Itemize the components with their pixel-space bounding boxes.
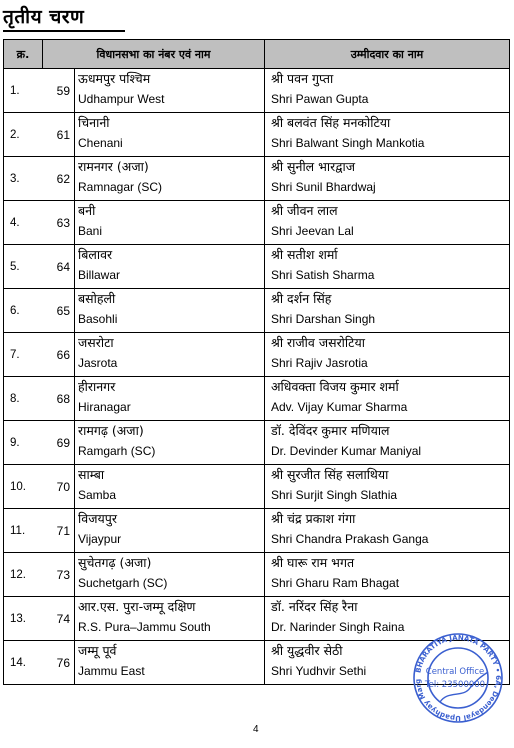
constituency-number: 73 — [43, 553, 75, 597]
constituency-cell — [75, 553, 265, 597]
row-serial: 1. — [4, 69, 43, 113]
constituency-name-english: Samba — [78, 488, 117, 502]
candidate-cell — [265, 509, 510, 553]
constituency-number: 64 — [43, 245, 75, 289]
constituency-cell — [75, 333, 265, 377]
candidate-cell — [265, 157, 510, 201]
table-row — [4, 157, 510, 201]
candidate-cell — [265, 245, 510, 289]
constituency-name-hindi: आर.एस. पुरा-जम्मू दक्षिण — [78, 599, 196, 614]
constituency-name-hindi: बिलावर — [78, 247, 113, 262]
table-row — [4, 201, 510, 245]
candidate-cell — [265, 553, 510, 597]
table-row — [4, 69, 510, 113]
candidate-name-english: Shri Jeevan Lal — [271, 224, 354, 238]
constituency-name-english: Billawar — [78, 268, 121, 282]
row-serial: 6. — [4, 289, 43, 333]
constituency-name-english: Jammu East — [78, 664, 145, 678]
constituency-name-hindi: हीरानगर — [78, 379, 116, 394]
row-serial: 13. — [4, 597, 43, 641]
table-header-row — [4, 40, 510, 69]
candidate-name-hindi: डॉ. देविंदर कुमार मणियाल — [271, 423, 390, 438]
constituency-name-english: Ramnagar (SC) — [78, 180, 163, 194]
constituency-name-hindi: साम्बा — [78, 467, 105, 482]
candidate-name-hindi: श्री जीवन लाल — [271, 203, 338, 218]
table-row — [4, 245, 510, 289]
row-serial: 8. — [4, 377, 43, 421]
constituency-cell — [75, 421, 265, 465]
candidate-cell — [265, 113, 510, 157]
seal-phone-text: Tel: 23500000 — [424, 680, 486, 690]
candidate-name-hindi: श्री सतीश शर्मा — [271, 247, 338, 262]
constituency-number: 59 — [43, 69, 75, 113]
constituency-number: 69 — [43, 421, 75, 465]
candidate-cell — [265, 69, 510, 113]
constituency-number: 76 — [43, 641, 75, 685]
constituency-name-english: Udhampur West — [78, 92, 165, 106]
candidate-name-hindi: श्री सुरजीत सिंह सलाथिया — [271, 467, 389, 482]
table-row — [4, 333, 510, 377]
header-sno: क्र. — [4, 40, 43, 69]
constituency-cell — [75, 289, 265, 333]
candidate-name-english: Shri Rajiv Jasrotia — [271, 356, 368, 370]
constituency-name-english: Bani — [78, 224, 103, 238]
constituency-name-hindi: रामगढ़ (अजा) — [78, 423, 144, 438]
constituency-name-hindi: ऊधमपुर पश्चिम — [78, 71, 151, 86]
constituency-number: 68 — [43, 377, 75, 421]
candidate-cell — [265, 289, 510, 333]
constituency-cell — [75, 597, 265, 641]
heading-underline — [3, 30, 125, 32]
table-row — [4, 113, 510, 157]
candidate-cell — [265, 465, 510, 509]
candidate-name-hindi: अधिवक्ता विजय कुमार शर्मा — [271, 379, 399, 394]
row-serial: 12. — [4, 553, 43, 597]
candidate-cell — [265, 201, 510, 245]
candidate-name-hindi: श्री दर्शन सिंह — [271, 291, 332, 306]
candidate-name-english: Adv. Vijay Kumar Sharma — [271, 400, 408, 414]
constituency-name-english: Jasrota — [78, 356, 118, 370]
header-candidate: उम्मीदवार का नाम — [265, 40, 510, 69]
candidate-name-hindi: श्री बलवंत सिंह मनकोटिया — [271, 115, 391, 130]
candidate-name-english: Shri Satish Sharma — [271, 268, 375, 282]
constituency-cell — [75, 641, 265, 685]
table-row — [4, 553, 510, 597]
svg-text:BHARATIYA JANATA PARTY • 6A, D: BHARATIYA JANATA PARTY • 6A, Deendayal Upadhyay Marg — [413, 633, 503, 723]
constituency-name-hindi: जसरोटा — [78, 335, 114, 350]
row-serial: 4. — [4, 201, 43, 245]
candidate-name-english: Shri Balwant Singh Mankotia — [271, 136, 425, 150]
constituency-cell — [75, 245, 265, 289]
constituency-number: 66 — [43, 333, 75, 377]
table-row — [4, 289, 510, 333]
row-serial: 14. — [4, 641, 43, 685]
candidate-name-english: Dr. Narinder Singh Raina — [271, 620, 405, 634]
table-row — [4, 509, 510, 553]
constituency-cell — [75, 377, 265, 421]
constituency-name-hindi: विजयपुर — [78, 511, 117, 526]
candidate-cell — [265, 377, 510, 421]
constituency-cell — [75, 201, 265, 245]
constituency-name-english: Hiranagar — [78, 400, 131, 414]
seal-office-text: Central Office — [425, 667, 485, 677]
candidate-table — [3, 39, 510, 685]
header-constituency: विधानसभा का नंबर एवं नाम — [43, 40, 265, 69]
candidate-name-hindi: श्री पवन गुप्ता — [271, 71, 334, 86]
candidate-name-hindi: डॉ. नरिंदर सिंह रैना — [271, 599, 358, 614]
constituency-name-english: R.S. Pura–Jammu South — [78, 620, 211, 634]
constituency-name-hindi: चिनानी — [78, 115, 110, 130]
constituency-cell — [75, 465, 265, 509]
constituency-name-english: Chenani — [78, 136, 123, 150]
row-serial: 5. — [4, 245, 43, 289]
table-row — [4, 377, 510, 421]
constituency-number: 70 — [43, 465, 75, 509]
constituency-number: 61 — [43, 113, 75, 157]
constituency-number: 65 — [43, 289, 75, 333]
table-row — [4, 465, 510, 509]
constituency-name-hindi: बसोहली — [78, 291, 116, 306]
table-body — [4, 69, 510, 685]
constituency-name-hindi: बनी — [78, 203, 96, 218]
row-serial: 2. — [4, 113, 43, 157]
candidate-cell — [265, 421, 510, 465]
candidate-cell — [265, 333, 510, 377]
constituency-name-english: Suchetgarh (SC) — [78, 576, 168, 590]
constituency-name-english: Basohli — [78, 312, 118, 326]
constituency-name-english: Ramgarh (SC) — [78, 444, 156, 458]
constituency-number: 63 — [43, 201, 75, 245]
constituency-number: 74 — [43, 597, 75, 641]
constituency-name-hindi: रामनगर (अजा) — [78, 159, 149, 174]
row-serial: 3. — [4, 157, 43, 201]
candidate-name-hindi: श्री घारू राम भगत — [271, 555, 355, 570]
candidate-name-hindi: श्री सुनील भारद्वाज — [271, 159, 355, 174]
constituency-name-hindi: जम्मू पूर्व — [78, 643, 117, 658]
candidate-name-hindi: श्री चंद्र प्रकाश गंगा — [271, 511, 356, 526]
row-serial: 9. — [4, 421, 43, 465]
row-serial: 11. — [4, 509, 43, 553]
section-heading: तृतीय चरण — [3, 6, 85, 28]
table-row — [4, 421, 510, 465]
constituency-number: 71 — [43, 509, 75, 553]
candidate-name-english: Shri Pawan Gupta — [271, 92, 369, 106]
constituency-cell — [75, 69, 265, 113]
constituency-name-hindi: सुचेतगढ़ (अजा) — [78, 555, 152, 570]
constituency-name-english: Vijaypur — [78, 532, 122, 546]
candidate-name-hindi: श्री राजीव जसरोटिया — [271, 335, 365, 350]
row-serial: 10. — [4, 465, 43, 509]
candidate-name-english: Dr. Devinder Kumar Maniyal — [271, 444, 422, 458]
constituency-number: 62 — [43, 157, 75, 201]
constituency-cell — [75, 509, 265, 553]
candidate-name-english: Shri Gharu Ram Bhagat — [271, 576, 400, 590]
candidate-name-english: Shri Surjit Singh Slathia — [271, 488, 398, 502]
constituency-cell — [75, 157, 265, 201]
candidate-name-english: Shri Yudhvir Sethi — [271, 664, 367, 678]
constituency-cell — [75, 113, 265, 157]
candidate-name-english: Shri Chandra Prakash Ganga — [271, 532, 429, 546]
central-office-seal — [408, 632, 508, 724]
candidate-name-english: Shri Sunil Bhardwaj — [271, 180, 376, 194]
row-serial: 7. — [4, 333, 43, 377]
candidate-name-hindi: श्री युद्धवीर सेठी — [271, 643, 343, 658]
page-number: 4 — [253, 724, 259, 735]
candidate-name-english: Shri Darshan Singh — [271, 312, 376, 326]
